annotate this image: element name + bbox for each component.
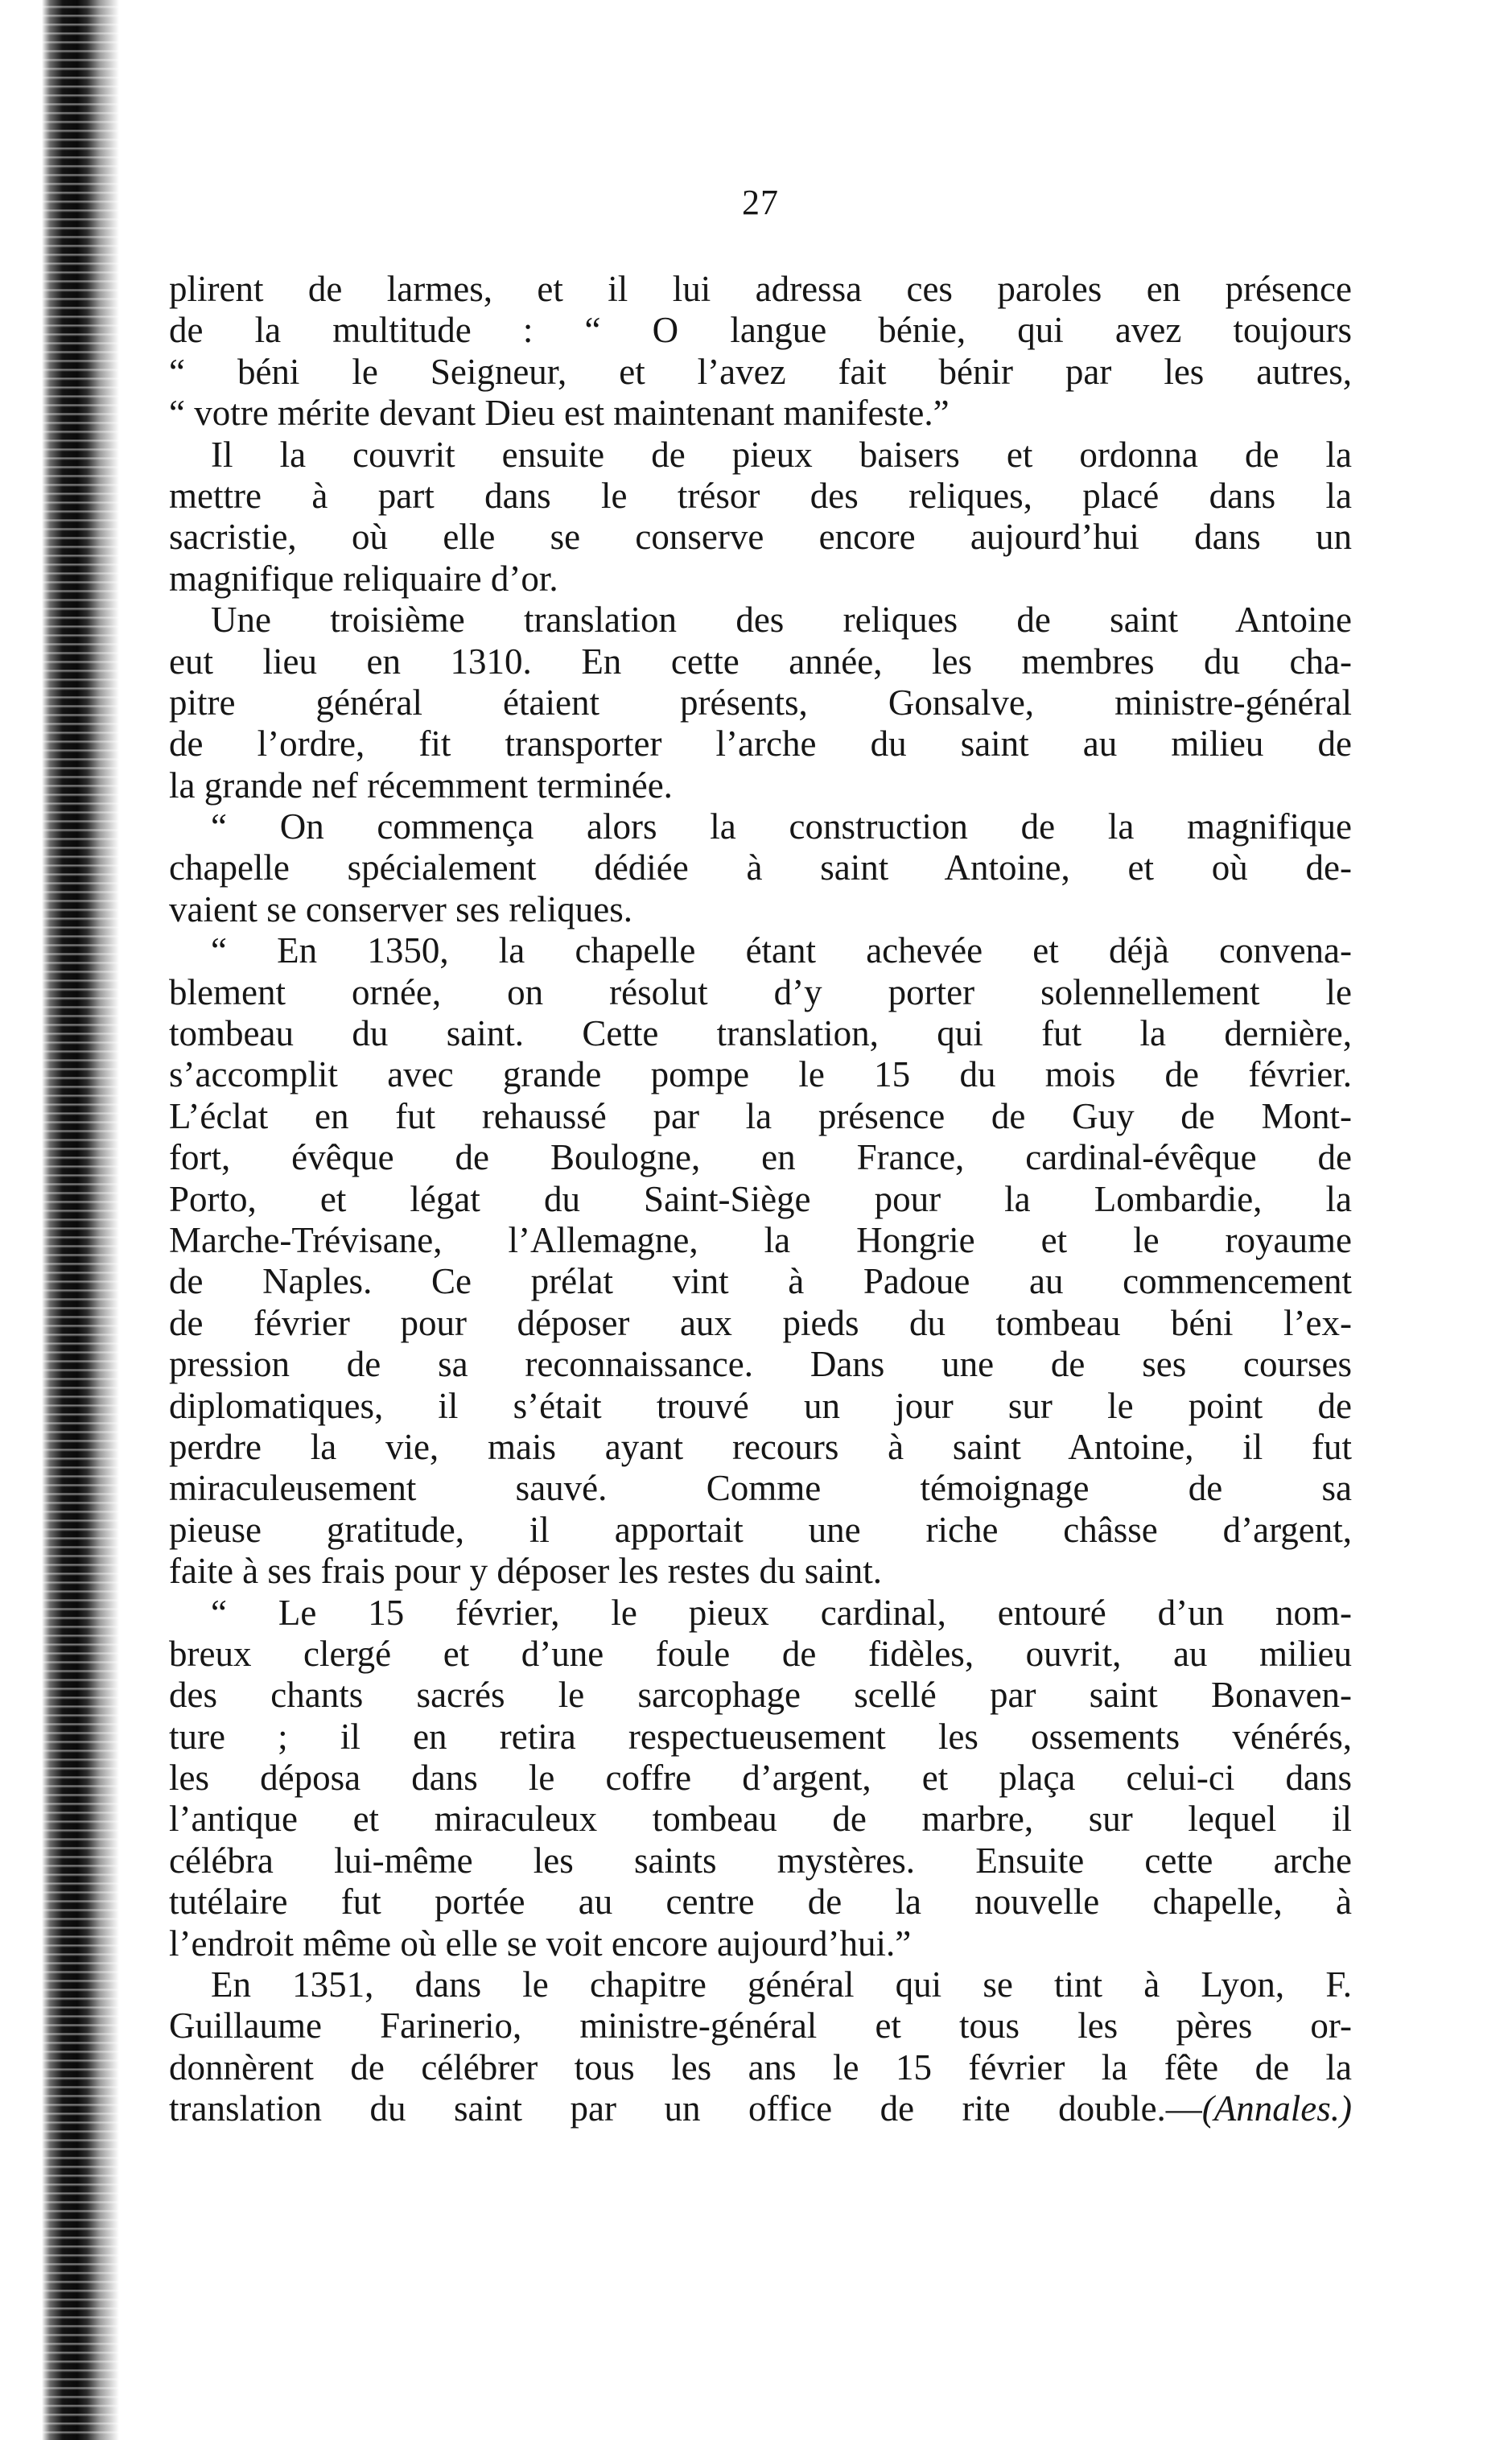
text-line: [169, 1675, 1352, 1716]
text-line-content: “ Le 15 février, le pieux cardinal, entouré d’un nom-: [211, 1592, 1352, 1633]
text-line: [169, 1510, 1352, 1551]
text-line: [169, 600, 1352, 641]
text-line-content: fort, évêque de Boulogne, en France, cardinal-évêque de: [169, 1137, 1352, 1178]
text-line: [169, 2047, 1352, 2088]
text-line-content: L’éclat en fut rehaussé par la présence de Guy de Mont-: [169, 1095, 1352, 1136]
text-line-content: de février pour déposer aux pieds du tombeau béni l’ex-: [169, 1302, 1352, 1343]
book-binding-shadow: [0, 0, 121, 2440]
text-line: [169, 352, 1352, 393]
text-line-content: breux clergé et d’une foule de fidèles, ouvrit, au milieu: [169, 1633, 1352, 1674]
text-line: [169, 1882, 1352, 1923]
text-line-content: chapelle spécialement dédiée à saint Antoine, et où de-: [169, 847, 1352, 888]
text-line: [169, 1758, 1352, 1799]
text-line-content: sacristie, où elle se conserve encore aujourd’hui dans un: [169, 517, 1352, 558]
text-line: [169, 1468, 1352, 1509]
text-line-content: tombeau du saint. Cette translation, qui fut la dernière,: [169, 1013, 1352, 1054]
text-line-content: translation du saint par un office de rite double.—: [169, 2088, 1202, 2129]
text-line-content: faite à ses frais pour y déposer les restes du saint.: [169, 1551, 882, 1592]
text-line: [169, 972, 1352, 1013]
text-line-content: mettre à part dans le trésor des reliques, placé dans la: [169, 475, 1352, 516]
text-line-content: tutélaire fut portée au centre de la nouvelle chapelle, à: [169, 1882, 1352, 1923]
text-line-content: “ votre mérite devant Dieu est maintenant manifeste.”: [169, 393, 950, 434]
text-line: [169, 723, 1352, 765]
text-line: [169, 476, 1352, 517]
text-line: [169, 435, 1352, 476]
page-number: 27: [742, 183, 779, 222]
text-line: [169, 1634, 1352, 1675]
text-line-content: En 1351, dans le chapitre général qui se tint à Lyon, F.: [211, 1964, 1352, 2005]
text-line: [169, 1013, 1352, 1054]
text-line-content: l’antique et miraculeux tombeau de marbre, sur lequel il: [169, 1799, 1352, 1840]
text-line: [169, 806, 1352, 847]
text-line-content: célébra lui-même les saints mystères. Ensuite cette arche: [169, 1840, 1352, 1881]
text-line: [169, 1593, 1352, 1634]
text-line-content: l’endroit même où elle se voit encore aujourd’hui.”: [169, 1923, 912, 1964]
text-line-content: des chants sacrés le sarcophage scellé par saint Bonaven-: [169, 1675, 1352, 1716]
text-line-content: blement ornée, on résolut d’y porter solennellement le: [169, 971, 1352, 1012]
text-line-content: eut lieu en 1310. En cette année, les membres du cha-: [169, 641, 1352, 682]
text-line-content: Porto, et légat du Saint-Siège pour la Lombardie, la: [169, 1178, 1352, 1219]
text-line: [169, 1096, 1352, 1137]
text-line: [169, 1220, 1352, 1261]
text-line-content: la grande nef récemment terminée.: [169, 765, 673, 806]
text-line: [169, 847, 1352, 888]
text-line: [169, 1799, 1352, 1840]
text-line: [169, 889, 1352, 930]
text-line: [169, 269, 1352, 310]
text-line-content: de la multitude : “ O langue bénie, qui avez toujours: [169, 310, 1352, 351]
text-line: [169, 1923, 1352, 1964]
text-line-content: Marche-Trévisane, l’Allemagne, la Hongrie et le royaume: [169, 1219, 1352, 1260]
book-page: [169, 0, 1352, 2440]
text-line-content: perdre la vie, mais ayant recours à saint Antoine, il fut: [169, 1426, 1352, 1467]
text-line: [169, 682, 1352, 723]
text-line-content: “ On commença alors la construction de la magnifique: [211, 806, 1352, 847]
text-line: [169, 1261, 1352, 1302]
text-line-content: pitre général étaient présents, Gonsalve, ministre-général: [169, 682, 1352, 723]
page-text-body: [169, 269, 1352, 2130]
text-line-content: ture ; il en retira respectueusement les ossements vénérés,: [169, 1716, 1352, 1757]
text-line: [169, 1386, 1352, 1427]
text-line-content: vaient se conserver ses reliques.: [169, 888, 633, 929]
text-line-content: de l’ordre, fit transporter l’arche du saint au milieu de: [169, 723, 1352, 765]
text-line-content: s’accomplit avec grande pompe le 15 du mois de février.: [169, 1054, 1352, 1095]
text-line-content: plirent de larmes, et il lui adressa ces paroles en présence: [169, 269, 1352, 309]
citation: (Annales.): [1201, 2088, 1352, 2129]
text-line: [169, 2088, 1352, 2129]
text-line: [169, 930, 1352, 971]
text-line-content: miraculeusement sauvé. Comme témoignage de sa: [169, 1468, 1352, 1509]
text-line: [169, 517, 1352, 558]
text-line-content: “ béni le Seigneur, et l’avez fait bénir par les autres,: [169, 351, 1352, 392]
text-line-content: les déposa dans le coffre d’argent, et plaça celui-ci dans: [169, 1758, 1352, 1799]
text-line-content: Il la couvrit ensuite de pieux baisers et ordonna de la: [211, 434, 1352, 475]
text-line: [169, 2005, 1352, 2046]
text-line-content: pression de sa reconnaissance. Dans une de ses courses: [169, 1344, 1352, 1385]
text-line: [169, 765, 1352, 806]
text-line: [169, 1344, 1352, 1385]
text-line: [169, 1137, 1352, 1178]
text-line: [169, 1964, 1352, 2005]
text-line-content: Guillaume Farinerio, ministre-général et tous les pères or-: [169, 2005, 1352, 2046]
text-line-content: donnèrent de célébrer tous les ans le 15 février la fête de la: [169, 2046, 1352, 2088]
text-line: [169, 393, 1352, 434]
text-line-content: pieuse gratitude, il apportait une riche châsse d’argent,: [169, 1509, 1352, 1550]
text-line: [169, 641, 1352, 682]
text-line-content: diplomatiques, il s’était trouvé un jour sur le point de: [169, 1385, 1352, 1426]
text-line-content: “ En 1350, la chapelle étant achevée et déjà convena-: [211, 930, 1352, 971]
text-line: [169, 1717, 1352, 1758]
text-line: [169, 1551, 1352, 1592]
text-line: [169, 1179, 1352, 1220]
text-line: [169, 558, 1352, 600]
text-line: [169, 1840, 1352, 1882]
text-line: [169, 1303, 1352, 1344]
text-line-content: de Naples. Ce prélat vint à Padoue au commencement: [169, 1261, 1352, 1302]
text-line-content: magnifique reliquaire d’or.: [169, 558, 558, 599]
text-line-content: Une troisième translation des reliques de saint Antoine: [211, 600, 1352, 641]
text-line: [169, 1427, 1352, 1468]
text-line: [169, 1054, 1352, 1095]
text-line: [169, 310, 1352, 351]
